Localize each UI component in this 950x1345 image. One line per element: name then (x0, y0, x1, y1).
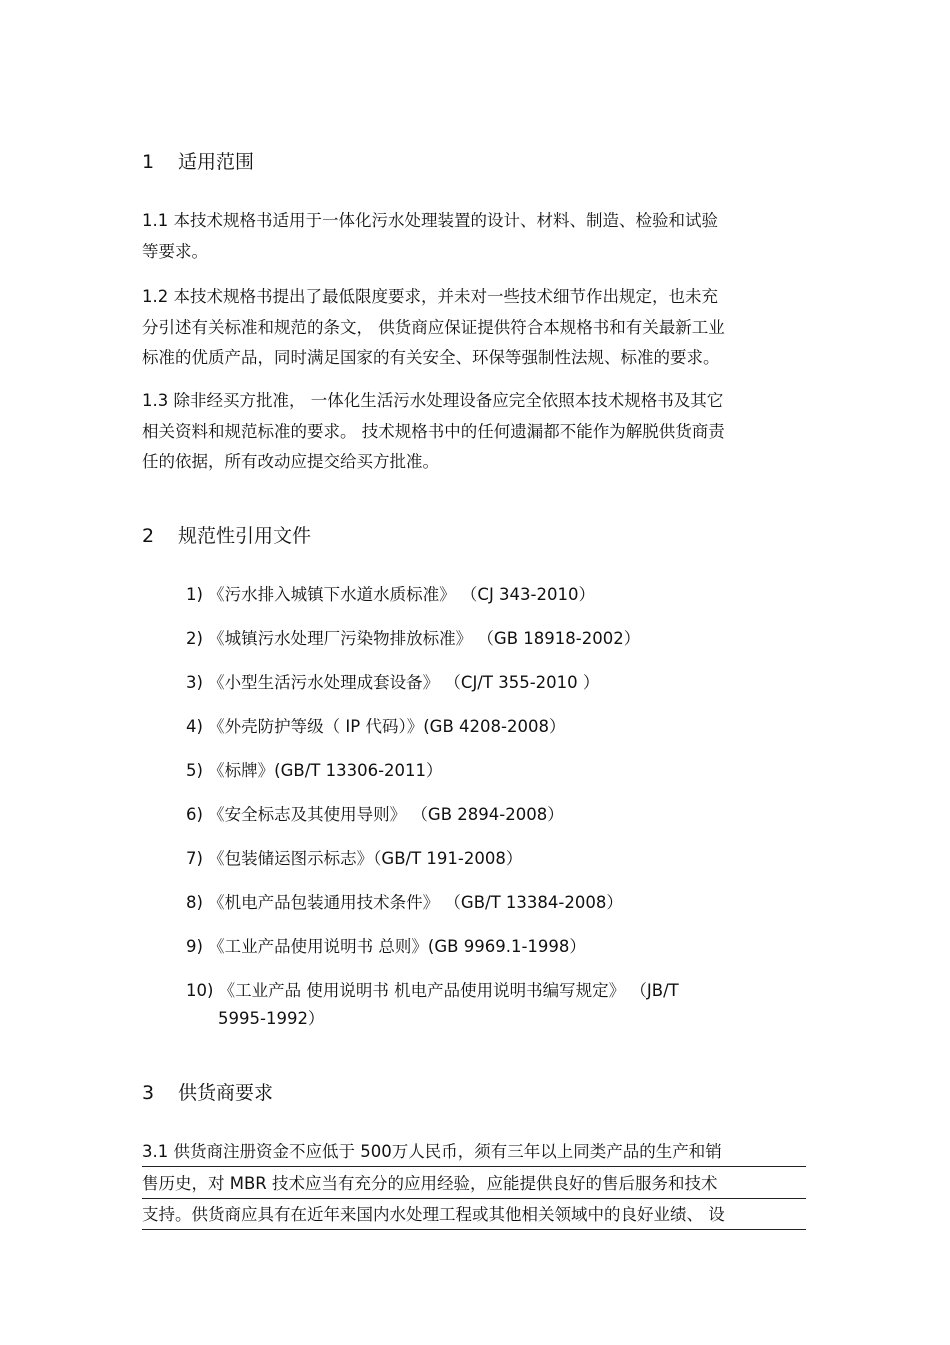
reference-item: 2) 《城镇污水处理厂污染物排放标准》 （GB 18918-2002） (186, 629, 641, 648)
text-line: 1.2 本技术规格书提出了最低限度要求，并未对一些技术细节作出规定，也未充 (142, 287, 718, 306)
clause-1-2 (142, 282, 812, 374)
section-number: 2 (142, 525, 155, 547)
clause-3-1 (142, 1137, 806, 1232)
clause-1-1 (142, 206, 812, 267)
clause-1-3 (142, 386, 812, 478)
text-line: 1.1 本技术规格书适用于一体化污水处理装置的设计、材料、制造、检验和试验 (142, 211, 718, 230)
section-number: 3 (142, 1082, 155, 1104)
reference-item: 1) 《污水排入城镇下水道水质标准》 （CJ 343-2010） (186, 585, 595, 604)
text-line: 3.1 供货商注册资金不应低于 500万人民币，须有三年以上同类产品的生产和销 (142, 1137, 806, 1167)
section-1-heading (142, 149, 254, 175)
reference-item-10 (186, 977, 826, 1033)
section-2-heading (142, 523, 311, 549)
section-number: 1 (142, 151, 155, 173)
section-title: 规范性引用文件 (178, 525, 312, 547)
reference-item: 3) 《小型生活污水处理成套设备》 （CJ/T 355-2010 ） (186, 673, 600, 692)
reference-item: 8) 《机电产品包装通用技术条件》 （GB/T 13384-2008） (186, 893, 623, 912)
reference-item: 4) 《外壳防护等级（ IP 代码）》(GB 4208-2008） (186, 717, 566, 736)
reference-line: 5995-1992） (218, 1009, 325, 1028)
text-line: 任的依据，所有改动应提交给买方批准。 (142, 452, 439, 471)
reference-item: 6) 《安全标志及其使用导则》 （GB 2894-2008） (186, 805, 564, 824)
text-line: 支持。供货商应具有在近年来国内水处理工程或其他相关领域中的良好业绩、 设 (142, 1200, 806, 1230)
reference-item: 9) 《工业产品使用说明书 总则》(GB 9969.1-1998） (186, 937, 586, 956)
text-line: 相关资料和规范标准的要求。 技术规格书中的任何遗漏都不能作为解脱供货商责 (142, 421, 725, 441)
reference-item: 7) 《包装储运图示标志》（GB/T 191-2008） (186, 849, 523, 868)
text-line: 分引述有关标准和规范的条文， 供货商应保证提供符合本规格书和有关最新工业 (142, 317, 725, 337)
section-title: 适用范围 (178, 151, 255, 173)
text-line: 标准的优质产品，同时满足国家的有关安全、环保等强制性法规、标准的要求。 (142, 348, 720, 367)
reference-item: 5) 《标牌》(GB/T 13306-2011） (186, 761, 443, 780)
reference-list (186, 581, 826, 1033)
section-3-heading (142, 1080, 273, 1106)
text-line: 等要求。 (142, 241, 208, 261)
section-title: 供货商要求 (178, 1082, 274, 1104)
text-line: 1.3 除非经买方批准， 一体化生活污水处理设备应完全依照本技术规格书及其它 (142, 391, 724, 410)
text-line: 售历史，对 MBR 技术应当有充分的应用经验，应能提供良好的售后服务和技术 (142, 1169, 806, 1199)
reference-line: 10) 《工业产品 使用说明书 机电产品使用说明书编写规定》 （JB/T (186, 981, 679, 1000)
